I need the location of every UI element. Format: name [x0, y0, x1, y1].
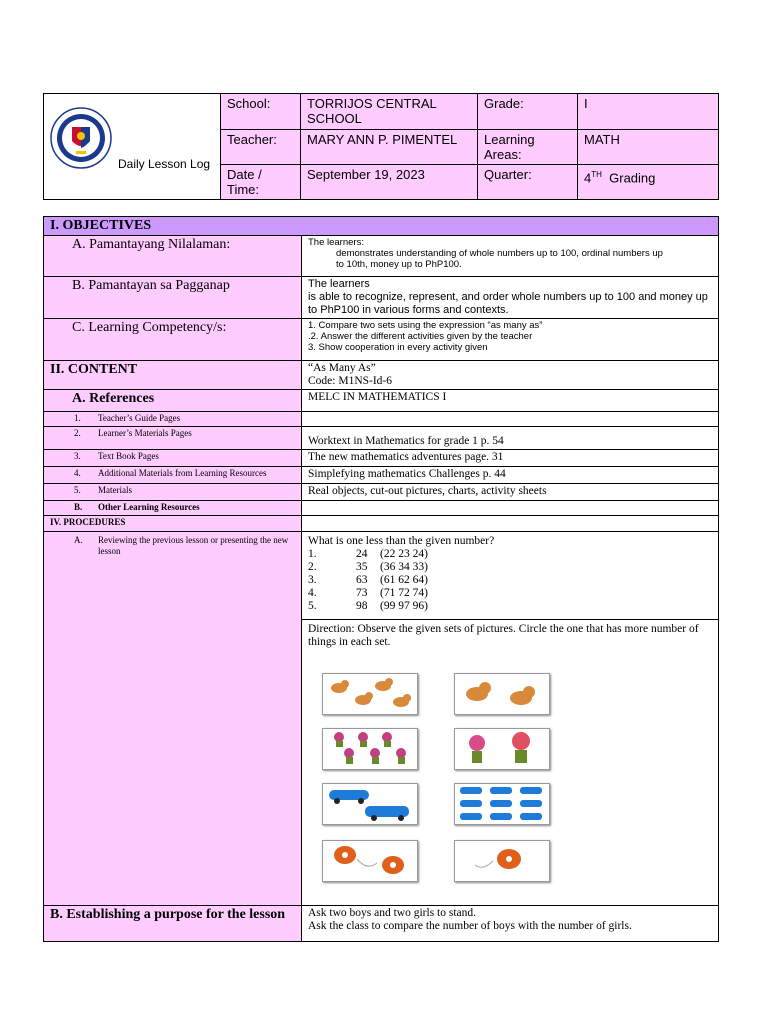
quarter-number: 4 [584, 170, 592, 186]
learning-areas-label: Learning Areas: [478, 130, 578, 165]
other-resources-label [44, 501, 302, 516]
school-value: TORRIJOS CENTRAL SCHOOL [301, 94, 478, 130]
review-item-value: 63 [356, 574, 368, 586]
date-time-value: September 19, 2023 [301, 165, 478, 200]
cars-set-two [322, 783, 418, 825]
ref-item-text: Additional Materials from Learning Resources [98, 468, 267, 478]
content-heading: II. CONTENT [44, 361, 302, 390]
procedures-heading: IV. PROCEDURES [44, 516, 302, 532]
other-resources-text: Other Learning Resources [98, 502, 200, 512]
review-item-value: 35 [356, 561, 368, 573]
references-label: A. References [44, 390, 302, 412]
ref-item-number: 5. [74, 485, 81, 495]
teacher-label: Teacher: [221, 130, 301, 165]
content-standard-label: A. Pamantayang Nilalaman: [44, 236, 302, 277]
ref-item-text: Materials [98, 485, 132, 495]
ref-item-text: Learner’s Materials Pages [98, 428, 192, 438]
cats-set-four [322, 673, 418, 715]
ref-item-2-value: Worktext in Mathematics for grade 1 p. 54 [302, 427, 719, 450]
review-item-options: (71 72 74) [380, 587, 428, 599]
direction-text: Direction: Observe the given sets of pictures. Circle the one that has more number of things in each set. [308, 623, 699, 648]
review-item-number: 5. [308, 600, 317, 612]
procedure-a-number: A. [74, 535, 83, 545]
review-item-number: 3. [308, 574, 317, 586]
review-item-options: (61 62 64) [380, 574, 428, 586]
performance-standard-value [302, 277, 719, 319]
daily-lesson-log-title: Daily Lesson Log [118, 156, 211, 171]
picture-activity [302, 620, 719, 906]
quarter-grading: Grading [609, 170, 656, 186]
content-standard-line1: The learners: [308, 237, 364, 248]
learning-competency-label: C. Learning Competency/s: [44, 319, 302, 361]
procedure-b-line1: Ask two boys and two girls to stand. [308, 907, 477, 919]
review-item [308, 561, 712, 574]
review-item-value: 24 [356, 548, 368, 560]
content-code: Code: M1NS-Id-6 [308, 375, 393, 387]
performance-standard-label: B. Pamantayan sa Pagganap [44, 277, 302, 319]
header-table [43, 93, 719, 200]
review-item-value: 73 [356, 587, 368, 599]
review-item-options: (99 97 96) [380, 600, 428, 612]
content-topic: “As Many As” [308, 362, 376, 374]
procedure-b-label: B. Establishing a purpose for the lesson [44, 906, 302, 942]
lesson-table [43, 216, 719, 942]
flowers-set-six [322, 728, 418, 770]
ref-item-3-label [44, 450, 302, 467]
spools-set-one [454, 840, 550, 882]
learning-competency-value [302, 319, 719, 361]
cats-set-two [454, 673, 550, 715]
performance-standard-line1: The learners [308, 278, 370, 290]
competency-item: 1. Compare two sets using the expression “as many as” [308, 320, 543, 331]
ref-item-text: Teacher’s Guide Pages [98, 413, 181, 423]
logo-cell [44, 94, 221, 200]
review-item [308, 574, 712, 587]
review-question: What is one less than the given number? [308, 535, 495, 547]
ref-item-1-label [44, 412, 302, 427]
review-item-options: (22 23 24) [380, 548, 428, 560]
content-value [302, 361, 719, 390]
spools-set-two [322, 840, 418, 882]
ref-item-text: Text Book Pages [98, 451, 159, 461]
ref-item-2-label [44, 427, 302, 450]
date-time-label: Date / Time: [221, 165, 301, 200]
deped-seal-icon [50, 107, 112, 169]
ref-item-number: 1. [74, 413, 81, 423]
ref-item-1-value [302, 412, 719, 427]
procedures-heading-value [302, 516, 719, 532]
learning-areas-value: MATH [578, 130, 719, 165]
procedure-b-line2: Ask the class to compare the number of boys with the number of girls. [308, 920, 632, 932]
procedure-b-value [302, 906, 719, 942]
competency-item: 3. Show cooperation in every activity given [308, 342, 488, 353]
procedure-a-text: Reviewing the previous lesson or presenting the new lesson [98, 535, 289, 556]
quarter-label: Quarter: [478, 165, 578, 200]
review-item-value: 98 [356, 600, 368, 612]
competency-item: .2. Answer the different activities given by the teacher [308, 331, 533, 342]
quarter-superscript: TH [591, 170, 602, 179]
content-standard-value [302, 236, 719, 277]
ref-item-number: 4. [74, 468, 81, 478]
review-item [308, 600, 712, 613]
review-item-number: 1. [308, 548, 317, 560]
grade-value: I [578, 94, 719, 130]
grade-label: Grade: [478, 94, 578, 130]
quarter-value [578, 165, 719, 200]
performance-standard-line2: is able to recognize, represent, and order whole numbers up to 100 and money up to PhP100 in various forms and contexts. [308, 291, 708, 316]
flowers-set-two [454, 728, 550, 770]
ref-item-5-value: Real objects, cut-out pictures, charts, activity sheets [302, 484, 719, 501]
review-item [308, 548, 712, 561]
review-item-number: 4. [308, 587, 317, 599]
objectives-heading: I. OBJECTIVES [44, 217, 719, 236]
ref-item-number: 3. [74, 451, 81, 461]
teacher-value: MARY ANN P. PIMENTEL [301, 130, 478, 165]
review-questions [302, 532, 719, 620]
review-item [308, 587, 712, 600]
review-item-number: 2. [308, 561, 317, 573]
ref-item-number: 2. [74, 428, 81, 438]
procedure-a-label [44, 532, 302, 906]
references-value: MELC IN MATHEMATICS I [302, 390, 719, 412]
cars-set-nine [454, 783, 550, 825]
picture-sets [308, 649, 712, 904]
ref-item-4-value: Simplefying mathematics Challenges p. 44 [302, 467, 719, 484]
review-item-options: (36 34 33) [380, 561, 428, 573]
ref-item-5-label [44, 484, 302, 501]
content-standard-line2: demonstrates understanding of whole numbers up to 100, ordinal numbers up to 10th, money up to PhP100. [336, 248, 663, 270]
ref-item-3-value: The new mathematics adventures page. 31 [302, 450, 719, 467]
school-label: School: [221, 94, 301, 130]
other-resources-number: B. [74, 502, 83, 512]
ref-item-4-label [44, 467, 302, 484]
other-resources-value [302, 501, 719, 516]
